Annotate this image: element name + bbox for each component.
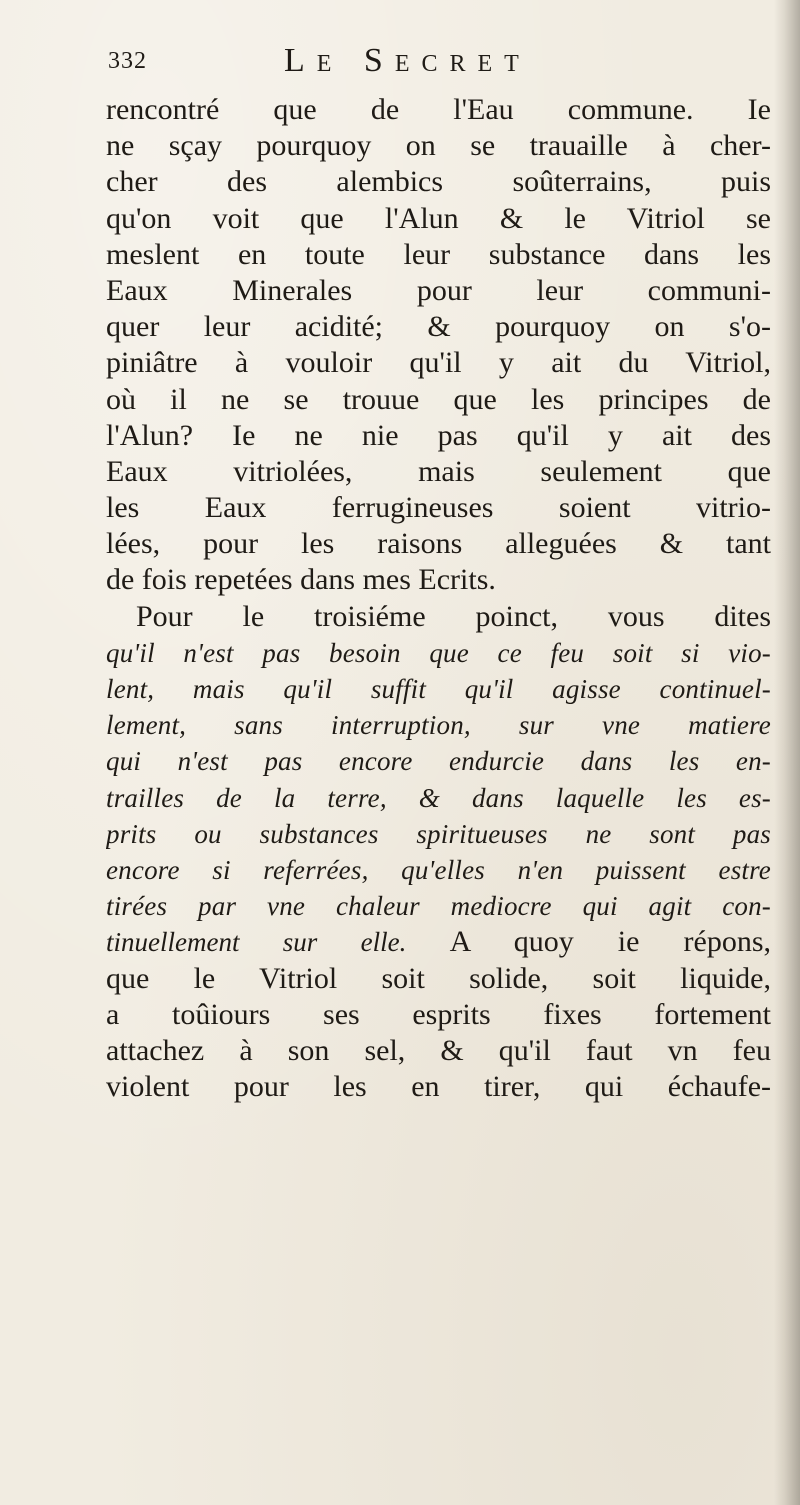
text-line: Pour le troisiéme poinct, vous dites	[136, 599, 771, 633]
text-line: les Eaux ferrugineuses soient vitrio-	[106, 491, 771, 525]
page-gutter-shadow	[774, 0, 800, 1505]
text-line: meslent en toute leur substance dans les	[106, 237, 771, 271]
text-line: violent pour les en tirer, qui échaufe-	[106, 1070, 771, 1104]
page-header	[108, 44, 668, 84]
page-number: 332	[108, 48, 147, 74]
text-line: tirées par vne chaleur mediocre qui agit con-	[106, 891, 771, 922]
text-line: lées, pour les raisons alleguées & tant	[106, 527, 771, 561]
text-line: prits ou substances spiritueuses ne sont pas	[106, 818, 771, 849]
text-line: lent, mais qu'il suffit qu'il agisse continuel-	[106, 674, 771, 704]
text-line: de fois repetées dans mes Ecrits.	[106, 563, 496, 597]
italic-run: tinuellement sur elle.	[106, 927, 450, 958]
text-line: lement, sans interruption, sur vne matiere	[106, 710, 771, 741]
text-line: qui n'est pas encore endurcie dans les en-	[106, 746, 771, 777]
running-title: Le Secret	[284, 42, 531, 79]
text-line: quer leur acidité; & pourquoy on s'o-	[106, 310, 771, 344]
text-line: cher des alembics soûterrains, puis	[106, 165, 771, 199]
text-line	[106, 924, 771, 960]
text-line: trailles de la terre, & dans laquelle les es-	[106, 782, 771, 813]
text-line: que le Vitriol soit solide, soit liquide,	[106, 961, 771, 995]
text-line: attachez à son sel, & qu'il faut vn feu	[106, 1033, 771, 1067]
text-line: l'Alun? Ie ne nie pas qu'il y ait des	[106, 418, 771, 452]
body-text	[106, 92, 771, 1105]
text-line: rencontré que de l'Eau commune. Ie	[106, 93, 771, 126]
text-line: qu'il n'est pas besoin que ce feu soit si vio-	[106, 637, 771, 668]
text-line: a toûiours ses esprits fixes fortement	[106, 997, 771, 1031]
text-line: Eaux vitriolées, mais seulement que	[106, 454, 771, 488]
roman-run: A quoy ie répons,	[449, 925, 771, 959]
text-line: piniâtre à vouloir qu'il y ait du Vitriol,	[106, 346, 771, 380]
text-line: qu'on voit que l'Alun & le Vitriol se	[106, 201, 771, 235]
text-line: où il ne se trouue que les principes de	[106, 382, 771, 416]
text-line: Eaux Minerales pour leur communi-	[106, 273, 771, 307]
text-line: ne sçay pourquoy on se trauaille à cher-	[106, 129, 771, 163]
text-line: encore si referrées, qu'elles n'en puissent estre	[106, 854, 771, 885]
